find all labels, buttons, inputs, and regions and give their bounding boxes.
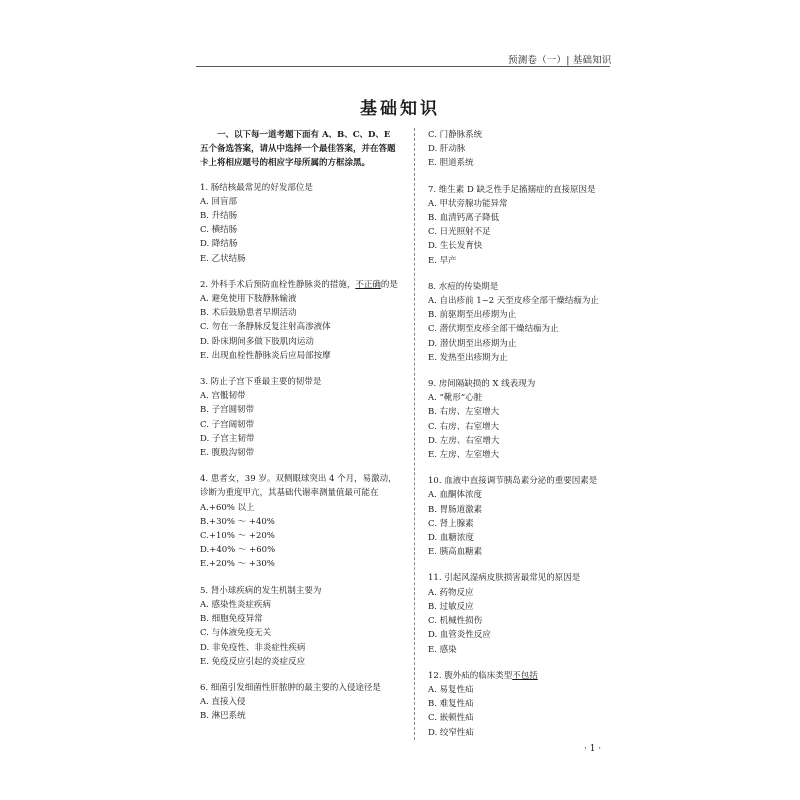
answer-option: D. 非免疫性、非炎症性疾病 xyxy=(200,642,306,653)
answer-option: C. 机械性损伤 xyxy=(428,616,483,627)
answer-option: E. 胆道系统 xyxy=(428,158,474,169)
question-stem xyxy=(428,669,613,683)
answer-option: A. 甲状旁腺功能异常 xyxy=(428,198,508,209)
question xyxy=(428,474,613,559)
answer-option: B. 血清钙离子降低 xyxy=(428,213,500,224)
question-stem xyxy=(200,584,400,598)
stem-text: 7. 维生素 D 缺乏性手足搐搦症的直接原因是 xyxy=(428,184,596,195)
question xyxy=(200,375,400,460)
answer-option: A.+60% 以上 xyxy=(200,502,255,513)
answer-option: B. 右房、左室增大 xyxy=(428,407,500,418)
right-column xyxy=(428,128,613,752)
header-rule xyxy=(196,66,610,67)
answer-option: A. “靴形”心脏 xyxy=(428,393,483,404)
stem-text: 10. 血液中直接调节胰岛素分泌的重要因素是 xyxy=(428,476,598,487)
answer-option: C. 嵌顿性疝 xyxy=(428,713,474,724)
answer-option: B. 升结肠 xyxy=(200,211,238,222)
left-question-list xyxy=(200,181,400,724)
answer-option: A. 感染性炎症疾病 xyxy=(200,599,272,610)
answer-option: A. 血酮体浓度 xyxy=(428,490,483,501)
answer-option: B. 难复性疝 xyxy=(428,699,474,710)
answer-option: B. 胃肠道激素 xyxy=(428,504,483,515)
question xyxy=(428,377,613,462)
question-stem xyxy=(428,183,613,197)
stem-text: 12. 腹外疝的临床类型 xyxy=(428,670,513,681)
stem-text: 8. 水痘的传染期是 xyxy=(428,281,499,292)
answer-option: E. 胰高血糖素 xyxy=(428,547,483,558)
section-instructions: 一、以下每一道考题下面有 A、B、C、D、E 五个备选答案，请从中选择一个最佳答案，并在答题卡上将相应题号的相应字母所属的方框涂黑。 xyxy=(200,130,396,169)
question xyxy=(200,681,400,724)
question-stem xyxy=(200,181,400,195)
answer-option: C. 勿在一条静脉反复注射高渗液体 xyxy=(200,322,331,333)
answer-option: E. 乙状结肠 xyxy=(200,253,246,264)
answer-option: E. 感染 xyxy=(428,644,457,655)
answer-option: B. 细胞免疫异常 xyxy=(200,614,263,625)
question xyxy=(200,181,400,266)
answer-option: E. 出现血栓性静脉炎后应局部按摩 xyxy=(200,350,331,361)
answer-option: D. 肝动脉 xyxy=(428,144,466,155)
answer-option: D. 生长发育快 xyxy=(428,241,483,252)
question-stem xyxy=(200,278,400,292)
answer-option: C. 门静脉系统 xyxy=(428,130,483,140)
answer-option: E.+20% ～ +30% xyxy=(200,559,275,570)
question-stem xyxy=(428,474,613,488)
running-header: 预测卷（一）| 基础知识 xyxy=(508,55,612,66)
answer-option: C. 肾上腺素 xyxy=(428,518,474,529)
question xyxy=(200,472,400,571)
question xyxy=(428,571,613,656)
answer-option: C. 日光照射不足 xyxy=(428,227,491,238)
answer-option: E. 发热至出疹期为止 xyxy=(428,352,508,363)
answer-option: B. 术后鼓励患者早期活动 xyxy=(200,308,297,319)
question xyxy=(428,669,613,740)
question-stem xyxy=(428,571,613,585)
answer-option: D. 卧床期间多做下肢肌肉运动 xyxy=(200,336,314,347)
question-stem xyxy=(200,375,400,389)
answer-option: C. 右房、右室增大 xyxy=(428,421,500,432)
stem-text: 4. 患者女，39 岁。双侧眼球突出 4 个月，易激动，诊断为重度甲亢，其基础代谢率测量值最可能在 xyxy=(200,474,397,499)
question xyxy=(428,183,613,268)
answer-option: E. 左房、左室增大 xyxy=(428,450,500,461)
question-stem xyxy=(428,280,613,294)
stem-text: 1. 肠结核最常见的好发部位是 xyxy=(200,182,313,193)
stem-text: 11. 引起风湿病皮肤损害最常见的原因是 xyxy=(428,573,581,584)
left-column xyxy=(200,128,400,736)
question xyxy=(200,278,400,363)
answer-option: A. 宫骶韧带 xyxy=(200,391,246,402)
answer-option: D. 血糖浓度 xyxy=(428,533,474,544)
answer-option: D.+40% ～ +60% xyxy=(200,545,276,556)
answer-option: A. 避免使用下肢静脉输液 xyxy=(200,294,297,305)
column-divider xyxy=(414,128,415,740)
question xyxy=(200,584,400,669)
stem-text: 3. 防止子宫下垂最主要的韧带是 xyxy=(200,377,322,388)
answer-option: B. 子宫圆韧带 xyxy=(200,405,255,416)
answer-option: B.+30% ～ +40% xyxy=(200,516,275,527)
page-title: 基础知识 xyxy=(360,99,440,119)
answer-option: D. 绞窄性疝 xyxy=(428,727,474,738)
question xyxy=(428,280,613,365)
answer-option: D. 子宫主韧带 xyxy=(200,433,255,444)
right-question-list xyxy=(428,128,613,740)
stem-text: 的是 xyxy=(380,279,398,290)
answer-option: C. 子宫阔韧带 xyxy=(200,419,255,430)
answer-option: C. 与体液免疫无关 xyxy=(200,628,272,639)
answer-option: D. 左房、右室增大 xyxy=(428,435,500,446)
answer-option: B. 淋巴系统 xyxy=(200,711,246,722)
question xyxy=(428,128,613,171)
answer-option: D. 降结肠 xyxy=(200,239,238,250)
stem-text: 5. 肾小球疾病的发生机制主要为 xyxy=(200,585,322,596)
answer-option: C. 潜伏期至皮疹全部干燥结痂为止 xyxy=(428,324,559,335)
answer-option: E. 早产 xyxy=(428,255,457,266)
answer-option: E. 免疫反应引起的炎症反应 xyxy=(200,656,306,667)
answer-option: A. 药物反应 xyxy=(428,587,474,598)
answer-option: A. 自出疹前 1~2 天至皮疹全部干燥结痂为止 xyxy=(428,296,599,307)
answer-option: C. 横结肠 xyxy=(200,225,238,236)
answer-option: E. 腹股沟韧带 xyxy=(200,448,255,459)
question-stem xyxy=(200,472,400,500)
stem-text: 9. 房间隔缺损的 X 线表现为 xyxy=(428,379,536,390)
answer-option: C.+10% ～ +20% xyxy=(200,531,275,542)
stem-text: 2. 外科手术后预防血栓性静脉炎的措施， xyxy=(200,279,356,290)
answer-option: A. 直接入侵 xyxy=(200,697,246,708)
answer-option: D. 血管炎性反应 xyxy=(428,630,491,641)
page-number: · 1 · xyxy=(584,744,602,754)
emphasis-text: 不正确 xyxy=(355,279,381,290)
emphasis-text: 不包括 xyxy=(512,670,538,681)
question-stem xyxy=(428,377,613,391)
answer-option: A. 易复性疝 xyxy=(428,684,474,695)
answer-option: B. 过敏反应 xyxy=(428,601,474,612)
stem-text: 6. 细菌引发细菌性肝脓肿的最主要的入侵途径是 xyxy=(200,682,381,693)
answer-option: B. 前驱期至出疹期为止 xyxy=(428,310,517,321)
answer-option: A. 回盲部 xyxy=(200,196,238,207)
answer-option: D. 潜伏期至出疹期为止 xyxy=(428,338,517,349)
question-stem xyxy=(200,681,400,695)
